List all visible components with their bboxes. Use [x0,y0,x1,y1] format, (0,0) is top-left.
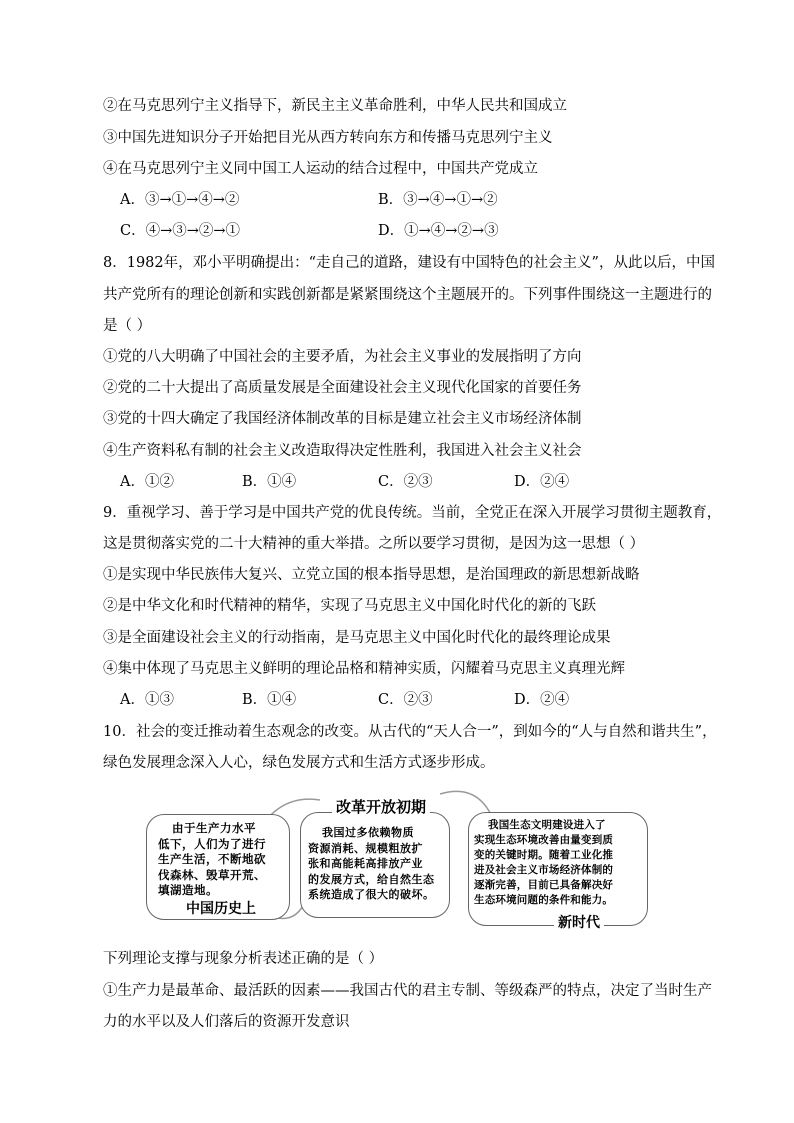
ecology-diagram [140,784,660,944]
q9-item: ④集中体现了马克思主义鲜明的理论品格和精神实质，闪耀着马克思主义真理光辉 [103,661,625,677]
option-b: B．③→④→①→② [378,192,498,208]
q8-stem: 8．1982年，邓小平明确提出：“走自己的道路，建设有中国特色的社会主义”，从此以后，中国 [103,255,715,271]
ancient-label: 中国历史上 [182,898,260,918]
option-c: C．④→③→②→① [120,223,241,239]
new-era-label: 新时代 [554,912,604,932]
q9-stem: 9．重视学习、善于学习是中国共产党的优良传统。当前，全党正在深入开展学习贯彻主题教育， [103,505,722,521]
option-b: B．①④ [242,692,297,708]
option-d: D．②④ [514,474,570,490]
option-d: D．①→④→②→③ [378,223,499,239]
option-d: D．②④ [514,692,570,708]
option-c: C．②③ [378,474,433,490]
option-a: A．①③ [120,692,174,708]
ancient-text: 由于生产力水平 低下，人们为了进行 生产生活，不断地砍 伐森林、毁草开荒、 填湖造地。 [158,821,266,897]
option-a: A．③→①→④→② [120,192,240,208]
item-line: ②在马克思列宁主义指导下，新民主主义革命胜利，中华人民共和国成立 [103,98,567,114]
q9-stem: 这是贯彻落实党的二十大精神的重大举措。之所以要学习贯彻，是因为这一思想（ ） [103,536,645,552]
q9-item: ①是实现中华民族伟大复兴、立党立国的根本指导思想，是治国理政的新思想新战略 [103,567,640,583]
q8-stem: 是（ ） [103,318,152,334]
q8-item: ①党的八大明确了中国社会的主要矛盾，为社会主义事业的发展指明了方向 [103,349,582,365]
q10-item: ①生产力是最革命、最活跃的因素——我国古代的君主专制、等级森严的特点，决定了当时生产 [103,983,712,999]
new-era-text: 我国生态文明建设进入了 实现生态环境改善由量变到质 变的关键时期。随着工业化推 进及社会主义市场经济体制的 逐渐完善，目前已具备解决好 生态环境问题的条件和能力。 [474,819,614,906]
q9-item: ③是全面建设社会主义的行动指南，是马克思主义中国化时代化的最终理论成果 [103,630,611,646]
item-line: ③中国先进知识分子开始把目光从西方转向东方和传播马克思列宁主义 [103,130,553,146]
option-a: A．①② [120,474,174,490]
q8-item: ④生产资料私有制的社会主义改造取得决定性胜利，我国进入社会主义社会 [103,443,582,459]
q8-item: ②党的二十大提出了高质量发展是全面建设社会主义现代化国家的首要任务 [103,380,582,396]
q10-stem: 10．社会的变迁推动着生态观念的改变。从古代的“天人合一”，到如今的“人与自然和谐共生”， [103,724,717,740]
q8-stem: 共产党所有的理论创新和实践创新都是紧紧围绕这个主题展开的。下列事件围绕这一主题进行的 [103,287,712,303]
q10-item: 力的水平以及人们落后的资源开发意识 [103,1014,350,1030]
q9-item: ②是中华文化和时代精神的精华，实现了马克思主义中国化时代化的新的飞跃 [103,598,596,614]
item-line: ④在马克思列宁主义同中国工人运动的结合过程中，中国共产党成立 [103,161,538,177]
reform-title: 改革开放初期 [332,796,430,817]
option-c: C．②③ [378,692,433,708]
q10-stem: 绿色发展理念深入人心，绿色发展方式和生活方式逐步形成。 [103,755,495,771]
q10-question: 下列理论支撑与现象分析表述正确的是（ ） [103,951,384,967]
reform-text: 我国过多依赖物质 资源消耗、规模粗放扩 张和高能耗高排放产业 的发展方式，给自然生态 系统造成了很大的破坏。 [308,826,435,901]
option-b: B．①④ [242,474,297,490]
q8-item: ③党的十四大确定了我国经济体制改革的目标是建立社会主义市场经济体制 [103,411,582,427]
